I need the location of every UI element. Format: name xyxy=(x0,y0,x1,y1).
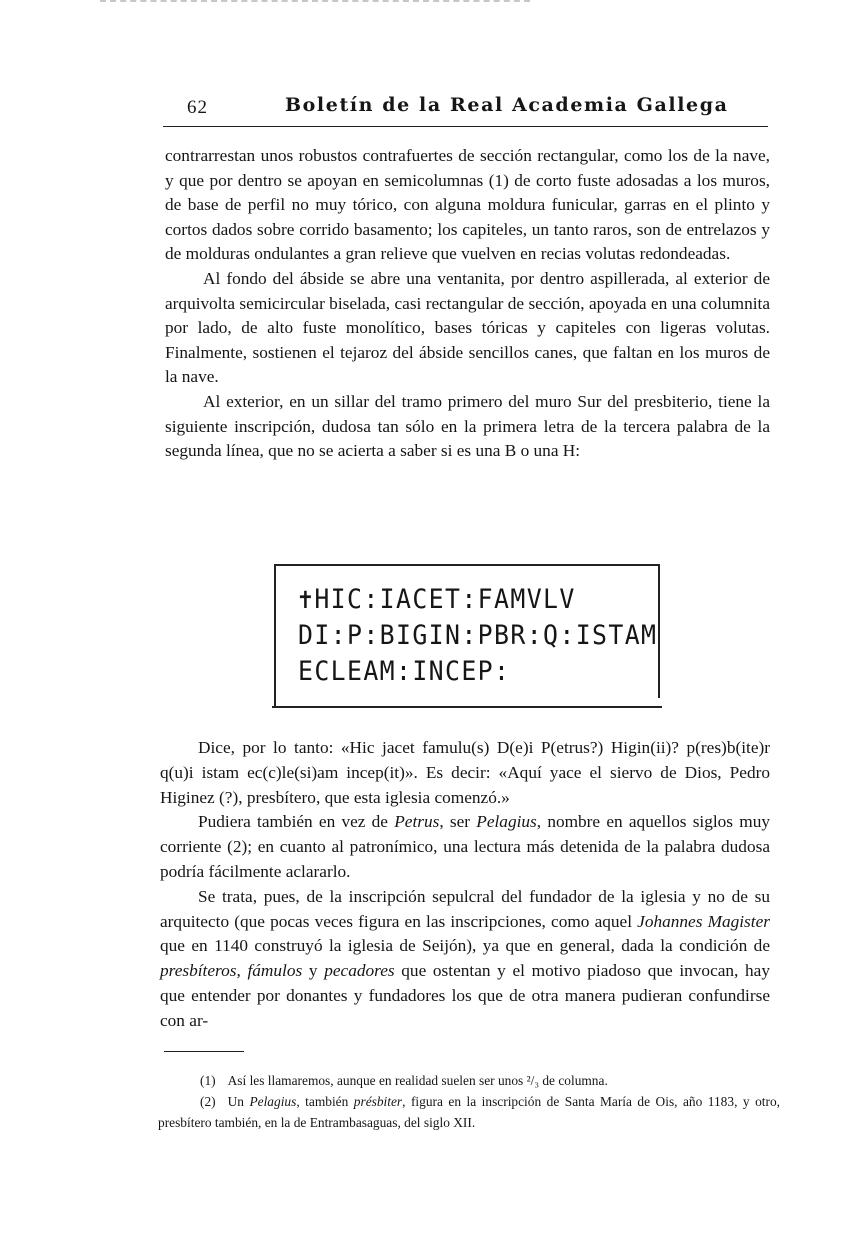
inscription-line-1: ✝HIC:IACET:FAMVLV xyxy=(298,584,576,615)
running-head: Boletín de la Real Academia Gallega xyxy=(285,94,729,116)
page-header xyxy=(163,96,768,127)
inscription-line-3: ECLEAM:INCEP: xyxy=(298,656,511,687)
paragraph: Pudiera también en vez de Petrus, ser Pelagius, nombre en aquellos siglos muy corriente (2); en cuanto al patronímico, una lectura más detenida de la palabra dudosa podría fácilmente aclararlo. xyxy=(160,812,770,881)
paragraph: Se trata, pues, de la inscripción sepulcral del fundador de la iglesia y no de su arquitecto (que pocas veces figura en las inscripciones, como aquel Johannes Magister que en 1140 construyó la iglesia de Seijón), ya que en general, dada la condición de presbíteros, fámulos y pecadores que ostentan y el motivo piadoso que invocan, hay que entender por donantes y fundadores los que de otra manera pudieran confundirse con ar- xyxy=(160,886,770,1030)
body-text-bottom xyxy=(160,736,770,1034)
footnote-2: (2) Un Pelagius, también présbiter, figura en la inscripción de Santa María de Ois, año 1183, y otro, presbítero también, en la de Entrambasaguas, del siglo XII. xyxy=(158,1094,780,1130)
scan-artifact-line xyxy=(100,0,530,5)
frame-bottom xyxy=(272,706,662,708)
paragraph: Dice, por lo tanto: «Hic jacet famulu(s) D(e)i P(etrus?) Higin(ii)? p(res)b(ite)r q(u)i istam ec(c)le(si)am incep(it)». Es decir: «Aquí yace el siervo de Dios, Pedro Higinez (?), presbítero, que esta iglesia comenzó.» xyxy=(160,738,770,807)
frame-left xyxy=(274,564,276,708)
inscription-line-2: DI:P:BIGIN:PBR:Q:ISTAM xyxy=(298,620,658,651)
frame-top xyxy=(276,564,658,566)
paragraph: Al fondo del ábside se abre una ventanita, por dentro aspillerada, al exterior de arquivolta semicircular biselada, casi rectangular de sección, apoyada en una columnita por lado, de alto fuste monolítico, bases tóricas y capiteles con ligeras volutas. Finalmente, sostienen el tejaroz del ábside sencillos canes, que faltan en los muros de la nave. xyxy=(165,268,770,387)
paragraph: Al exterior, en un sillar del tramo primero del muro Sur del presbiterio, tiene la siguiente inscripción, dudosa tan sólo en la primera letra de la tercera palabra de la segunda línea, que no se acierta a saber si es una B o una H: xyxy=(165,391,770,461)
paragraph: contrarrestan unos robustos contrafuertes de sección rectangular, como los de la nave, y que por dentro se apoyan en semicolumnas (1) de corto fuste adosadas a los muros, de base de perfil no muy tórico, con alguna moldura funicular, garras en el plinto y cortos dados sobre corrido basamento; los capiteles, un tanto raros, son de entrelazos y de molduras ondulantes a gran relieve que vuelven en recias volutas redondeadas. xyxy=(165,146,770,264)
page-number: 62 xyxy=(187,97,208,118)
footnotes xyxy=(158,1070,780,1133)
footnote-1: (1) Así les llamaremos, aunque en realidad suelen ser unos ²/₃ de columna. xyxy=(200,1073,608,1088)
body-text-top xyxy=(165,144,770,464)
inscription-figure xyxy=(272,562,664,708)
frame-right xyxy=(658,564,660,698)
footnote-ref: (1) xyxy=(488,170,509,190)
footnote-rule xyxy=(164,1051,244,1052)
